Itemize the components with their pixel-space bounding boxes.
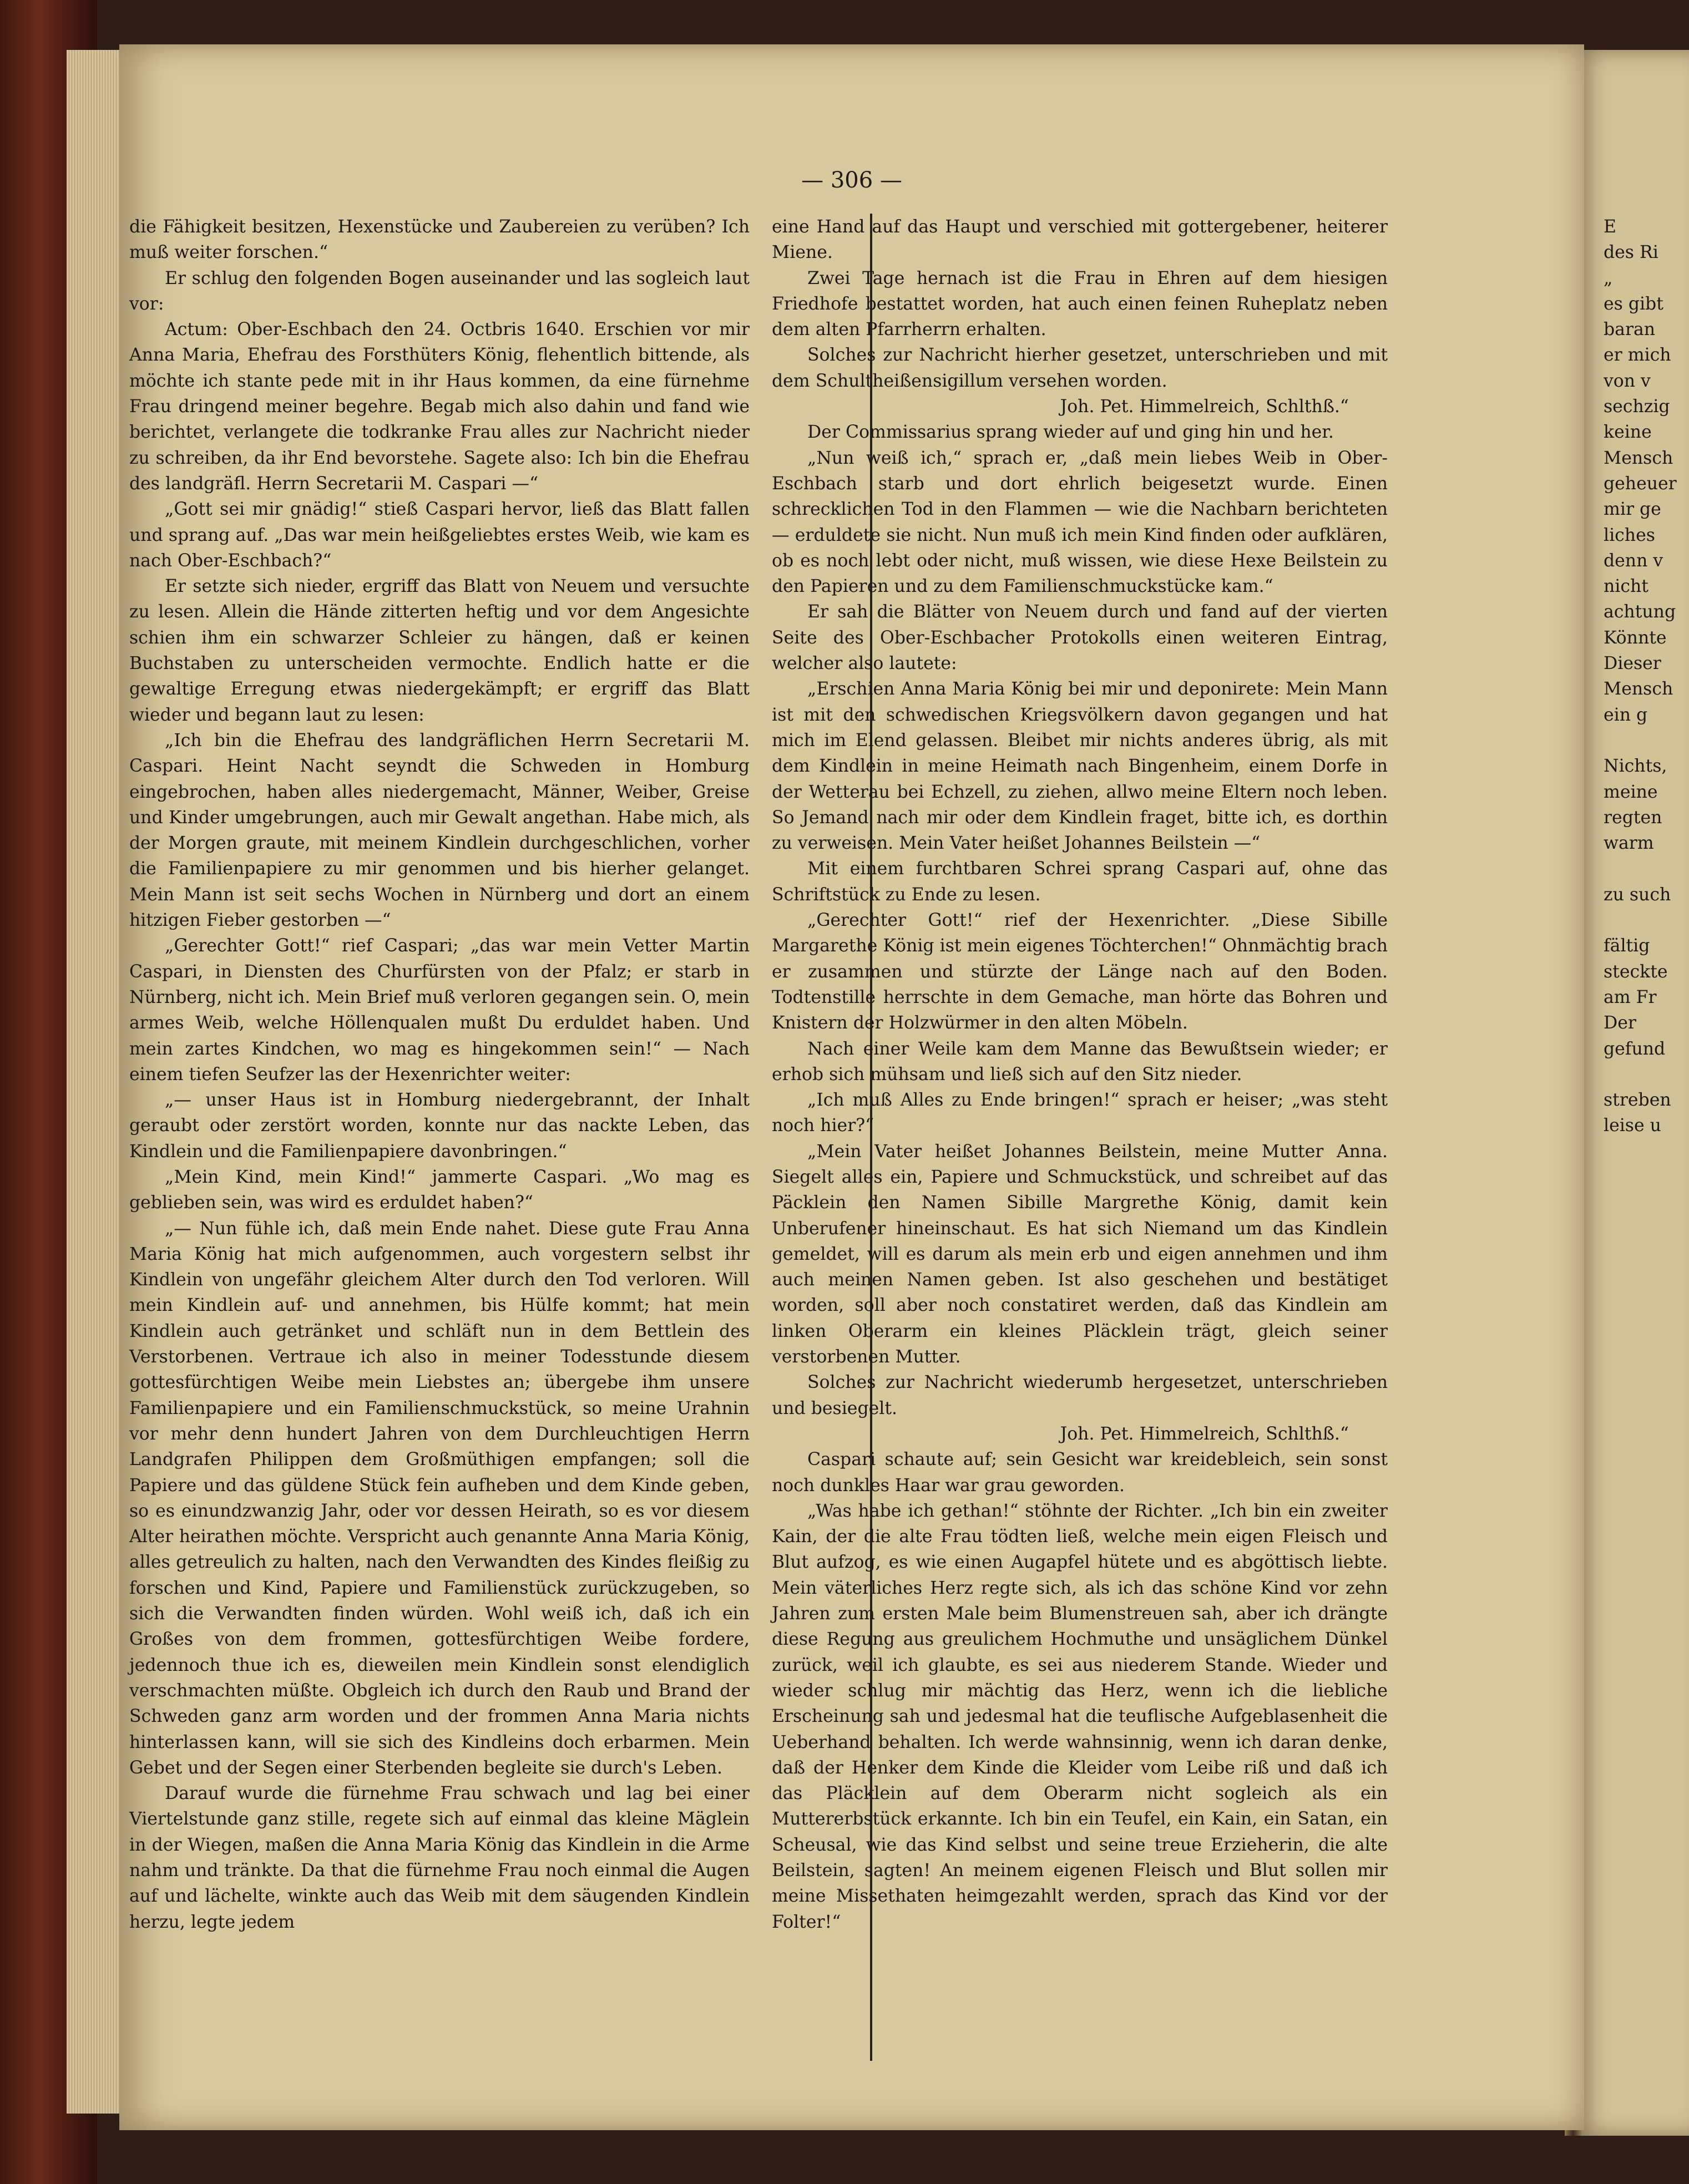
paragraph: „Mein Kind, mein Kind!“ jammerte Caspari. „Wo mag es geblieben sein, was wird es erduldet haben?“ (129, 1167, 750, 1213)
fragment-line: mir ge (1604, 499, 1661, 520)
fragment-line: baran (1604, 320, 1656, 340)
fragment-line (1604, 1062, 1689, 1087)
paragraph: Er setzte sich nieder, ergriff das Blatt von Neuem und versuchte zu lesen. Allein die Hände zitterten heftig und vor dem Angesichte schien ihm ein schwarzer Schleier zu hängen, daß er keinen Buchstaben zu unterscheiden vermochte. Endlich hatte er die gewaltige Erregung etwas niedergekämpft; er ergriff das Blatt wieder und begann laut zu lesen: (129, 576, 750, 725)
fragment-line: streben (1604, 1090, 1671, 1111)
fragment-line: achtung (1604, 602, 1676, 622)
right-column (772, 214, 1388, 1935)
fragment-line: fältig (1604, 936, 1650, 956)
paragraph: „Nun weiß ich,“ sprach er, „daß mein liebes Weib in Ober-Eschbach starb und dort ehrlich beigesetzt wurde. Einen schrecklichen Tod in den Flammen — wie die Nachbarn berichteten — erduldete sie nicht. Nun muß ich mein Kind finden oder aufklären, ob es noch lebt oder nicht, muß wissen, wie diese Hexe Beilstein zu den Papieren und zu dem Familienschmuckstücke kam.“ (772, 448, 1388, 597)
paragraph: „— Nun fühle ich, daß mein Ende nahet. Diese gute Frau Anna Maria König hat mich aufgenommen, auch vorgestern selbst ihr Kindlein von ungefähr gleichem Alter durch den Tod verloren. Will mein Kindlein auf- und annehmen, bis Hülfe kommt; hat mein Kindlein auch getränket und schläft nun in dem Bettlein des Verstorbenen. Vertraue ich also in meiner Todesstunde diesem gottesfürchtigen Weibe mein Liebstes an; übergebe ihm unsere Familienpapiere und ein Familienschmuckstück, so meine Urahnin vor mehr denn hundert Jahren von dem Durchleuchtigen Herrn Landgrafen Philippen dem Großmüthigen empfangen; soll die Papiere und das güldene Stück fein aufheben und dem Kinde geben, so es einundzwanzig Jahr, oder vor dessen Heirath, so es vor diesem Alter heirathen möchte. Verspricht auch genannte Anna Maria König, alles getreulich zu halten, nach den Verwandten des Kindes fleißig zu forschen und Kind, Papiere und Familienstück zurückzugeben, so sich die Verwandten finden würden. Wohl weiß ich, daß ich ein Großes von dem frommen, gottesfürchtigen Weibe fordere, jedennoch thue ich es, dieweilen mein Kindlein sonst elendiglich verschmachten müßte. Obgleich ich durch den Raub und Brand der Schweden ganz arm worden und der frommen Anna Maria nichts hinterlassen kann, will sie sich des Kindleins doch erbarmen. Mein Gebet und der Segen einer Sterbenden begleite sie durch's Leben. (129, 1218, 750, 1778)
paragraph: eine Hand auf das Haupt und verschied mit gottergebener, heiterer Miene. (772, 217, 1388, 263)
paragraph: Er sah die Blätter von Neuem durch und fand auf der vierten Seite des Ober-Eschbacher Protokolls einen weiteren Eintrag, welcher also lautete: (772, 602, 1388, 674)
fragment-line: Nichts, (1604, 756, 1667, 777)
next-page-text-fragments (1604, 214, 1689, 1139)
fragment-line: es gibt (1604, 293, 1663, 314)
fragment-line: denn v (1604, 550, 1663, 571)
paragraph: „Ich muß Alles zu Ende bringen!“ sprach er heiser; „was steht noch hier?“ (772, 1090, 1388, 1136)
fragment-line: gefund (1604, 1038, 1666, 1059)
fragment-line: leise u (1604, 1116, 1661, 1136)
fragment-line: Könnte (1604, 627, 1667, 648)
fragment-line: liches (1604, 525, 1655, 545)
fragment-line: meine (1604, 782, 1658, 802)
paragraph: Actum: Ober-Eschbach den 24. Octbris 1640. Erschien vor mir Anna Maria, Ehefrau des Forsthüters König, flehentlich bittende, als möchte ich stante pede mit in ihr Haus kommen, da eine fürnehme Frau dringend meiner begehre. Begab mich also dahin und fand wie berichtet, verlangete die todkranke Frau alles zur Nachricht nieder zu schreiben, da ihr End bevorstehe. Sagete also: Ich bin die Ehefrau des landgräfl. Herrn Secretarii M. Caspari —“ (129, 320, 750, 494)
paragraph: Solches zur Nachricht hierher gesetzet, unterschrieben und mit dem Schultheißensigillum versehen worden. (772, 345, 1388, 391)
fragment-line: steckte (1604, 961, 1668, 982)
page-edges (67, 50, 128, 2114)
fragment-line: von v (1604, 371, 1651, 391)
fragment-line: Mensch (1604, 679, 1673, 700)
fragment-line: keine (1604, 422, 1652, 443)
fragment-line (1604, 908, 1689, 933)
paragraph: Er schlug den folgenden Bogen auseinander und las sogleich laut vor: (129, 268, 750, 314)
paragraph: Darauf wurde die fürnehme Frau schwach und lag bei einer Viertelstunde ganz stille, regete sich auf einmal das kleine Mäglein in der Wiegen, maßen die Anna Maria König das Kindlein in die Arme nahm und tränkte. Da that die fürnehme Frau noch einmal die Augen auf und lächelte, winkte auch das Weib mit dem säugenden Kindlein herzu, legte jedem (129, 1783, 750, 1932)
paragraph: Caspari schaute auf; sein Gesicht war kreidebleich, sein sonst noch dunkles Haar war grau geworden. (772, 1450, 1388, 1496)
fragment-line: warm (1604, 833, 1654, 854)
left-column (129, 214, 750, 1935)
paragraph: Joh. Pet. Himmelreich, Schlthß.“ (1060, 397, 1349, 417)
paragraph: „— unser Haus ist in Homburg niedergebrannt, der Inhalt geraubt oder zerstört worden, konnte nur das nackte Leben, das Kindlein und die Familienpapiere davonbringen.“ (129, 1090, 750, 1162)
paragraph: Solches zur Nachricht wiederumb hergesetzet, unterschrieben und besiegelt. (772, 1372, 1388, 1418)
paragraph: „Gott sei mir gnädig!“ stieß Caspari hervor, ließ das Blatt fallen und sprang auf. „Das war mein heißgeliebtes erstes Weib, wie kam es nach Ober-Eschbach?“ (129, 499, 750, 571)
paragraph: „Gerechter Gott!“ rief Caspari; „das war mein Vetter Martin Caspari, in Diensten des Churfürsten von der Pfalz; er starb in Nürnberg, nicht ich. Mein Brief muß verloren gegangen sein. O, mein armes Weib, welche Höllenqualen mußt Du erduldet haben. Und mein zartes Kindchen, wo mag es hingekommen sein!“ — Nach einem tiefen Seufzer las der Hexenrichter weiter: (129, 936, 750, 1085)
fragment-line: sechzig (1604, 397, 1670, 417)
paragraph: Nach einer Weile kam dem Manne das Bewußtsein wieder; er erhob sich mühsam und ließ sich auf den Sitz nieder. (772, 1038, 1388, 1085)
page-number: — 306 — (801, 168, 902, 193)
paragraph: „Erschien Anna Maria König bei mir und deponirete: Mein Mann ist mit den schwedischen Kriegsvölkern davon gegangen und hat mich im Elend gelassen. Bleibet mir nichts anderes übrig, als mit dem Kindlein in meine Heimath nach Bingenheim, einem Dorfe in der Wetterau bei Echzell, zu ziehen, allwo meine Eltern noch leben. So Jemand nach mir oder dem Kindlein fraget, bitte ich, es dorthin zu verweisen. Mein Vater heißet Johannes Beilstein —“ (772, 679, 1388, 854)
paragraph: Der Commissarius sprang wieder auf und ging hin und her. (807, 422, 1334, 443)
fragment-line: regten (1604, 807, 1662, 828)
fragment-line: ein g (1604, 705, 1648, 725)
fragment-line: Mensch (1604, 448, 1673, 468)
fragment-line: E (1604, 217, 1616, 237)
paragraph: Joh. Pet. Himmelreich, Schlthß.“ (1060, 1423, 1349, 1444)
fragment-line: „ (1604, 268, 1613, 288)
paragraph: „Was habe ich gethan!“ stöhnte der Richter. „Ich bin ein zweiter Kain, der die alte Frau tödten ließ, welche mein eigen Fleisch und Blut aufzog, es wie einen Augapfel hütete und es abgöttisch liebte. Mein väterliches Herz regte sich, als ich das schöne Kind vor zehn Jahren zum ersten Male beim Blumenstreuen sah, aber ich drängte diese Regung aus greulichem Hochmuthe und unsäglichem Dünkel zurück, weil ich glaubte, es sei aus niederem Stande. Wieder und wieder schlug mir mächtig das Herz, wenn ich die liebliche Erscheinung sah und jedesmal hat die teuflische Aufgeblasenheit die Ueberhand behalten. Ich werde wahnsinnig, wenn ich daran denke, daß der Henker dem Kinde die Kleider vom Leibe riß und daß ich das Pläcklein auf dem Oberarm nicht sogleich als ein Muttererbstück erkannte. Ich bin ein Teufel, ein Kain, ein Satan, ein Scheusal, wie das Kind selbst und seine treue Erzieherin, die alte Beilstein, sagten! An meinem eigenen Fleisch und Blut sollen mir meine Missethaten heimgezahlt werden, sprach das Kind vor der Folter!“ (772, 1501, 1388, 1932)
fragment-line: Der (1604, 1013, 1636, 1033)
fragment-line: er mich (1604, 345, 1671, 366)
fragment-line: des Ri (1604, 242, 1658, 263)
fragment-line: geheuer (1604, 473, 1677, 494)
fragment-line: nicht (1604, 576, 1648, 597)
paragraph: „Mein Vater heißet Johannes Beilstein, meine Mutter Anna. Siegelt alles ein, Papiere und Schmuckstück, und schreibet auf das Päcklein den Namen Sibille Margrethe König, damit kein Unberufener hineinschaut. Es hat sich Niemand um das Kindlein gemeldet, will es darum als mein erb und eigen annehmen und ihm auch meinen Namen geben. Ist also geschehen und bestätiget worden, soll aber noch constatiret werden, daß das Kindlein am linken Oberarm ein kleines Pläcklein trägt, gleich seiner verstorbenen Mutter. (772, 1141, 1388, 1367)
fragment-line (1604, 856, 1689, 881)
fragment-line: am Fr (1604, 987, 1657, 1007)
fragment-line: Dieser (1604, 653, 1661, 674)
fragment-line (1604, 728, 1689, 753)
paragraph: die Fähigkeit besitzen, Hexenstücke und Zaubereien zu verüben? Ich muß weiter forschen.“ (129, 217, 750, 263)
paragraph: „Ich bin die Ehefrau des landgräflichen Herrn Secretarii M. Caspari. Heint Nacht seyndt die Schweden in Homburg eingebrochen, haben alles niedergemacht, Männer, Weiber, Greise und Kinder umgebrungen, auch mir Gewalt angethan. Habe mich, als der Morgen graute, mit meinem Kindlein durchgeschlichen, vorher die Familienpapiere zu mir genommen und bis hierher gelanget. Mein Mann ist seit sechs Wochen in Nürnberg und dort an einem hitzigen Fieber gestorben —“ (129, 730, 750, 931)
paragraph: „Gerechter Gott!“ rief der Hexenrichter. „Diese Sibille Margarethe König ist mein eigenes Töchterchen!“ Ohnmächtig brach er zusammen und stürzte der Länge nach auf den Boden. Todtenstille herrschte in dem Gemache, man hörte das Bohren und Knistern der Holzwürmer in den alten Möbeln. (772, 910, 1388, 1033)
paragraph: Zwei Tage hernach ist die Frau in Ehren auf dem hiesigen Friedhofe bestattet worden, hat auch einen feinen Ruheplatz neben dem alten Pfarrherrn erhalten. (772, 268, 1388, 340)
paragraph: Mit einem furchtbaren Schrei sprang Caspari auf, ohne das Schriftstück zu Ende zu lesen. (772, 859, 1388, 905)
fragment-line: zu such (1604, 884, 1671, 905)
